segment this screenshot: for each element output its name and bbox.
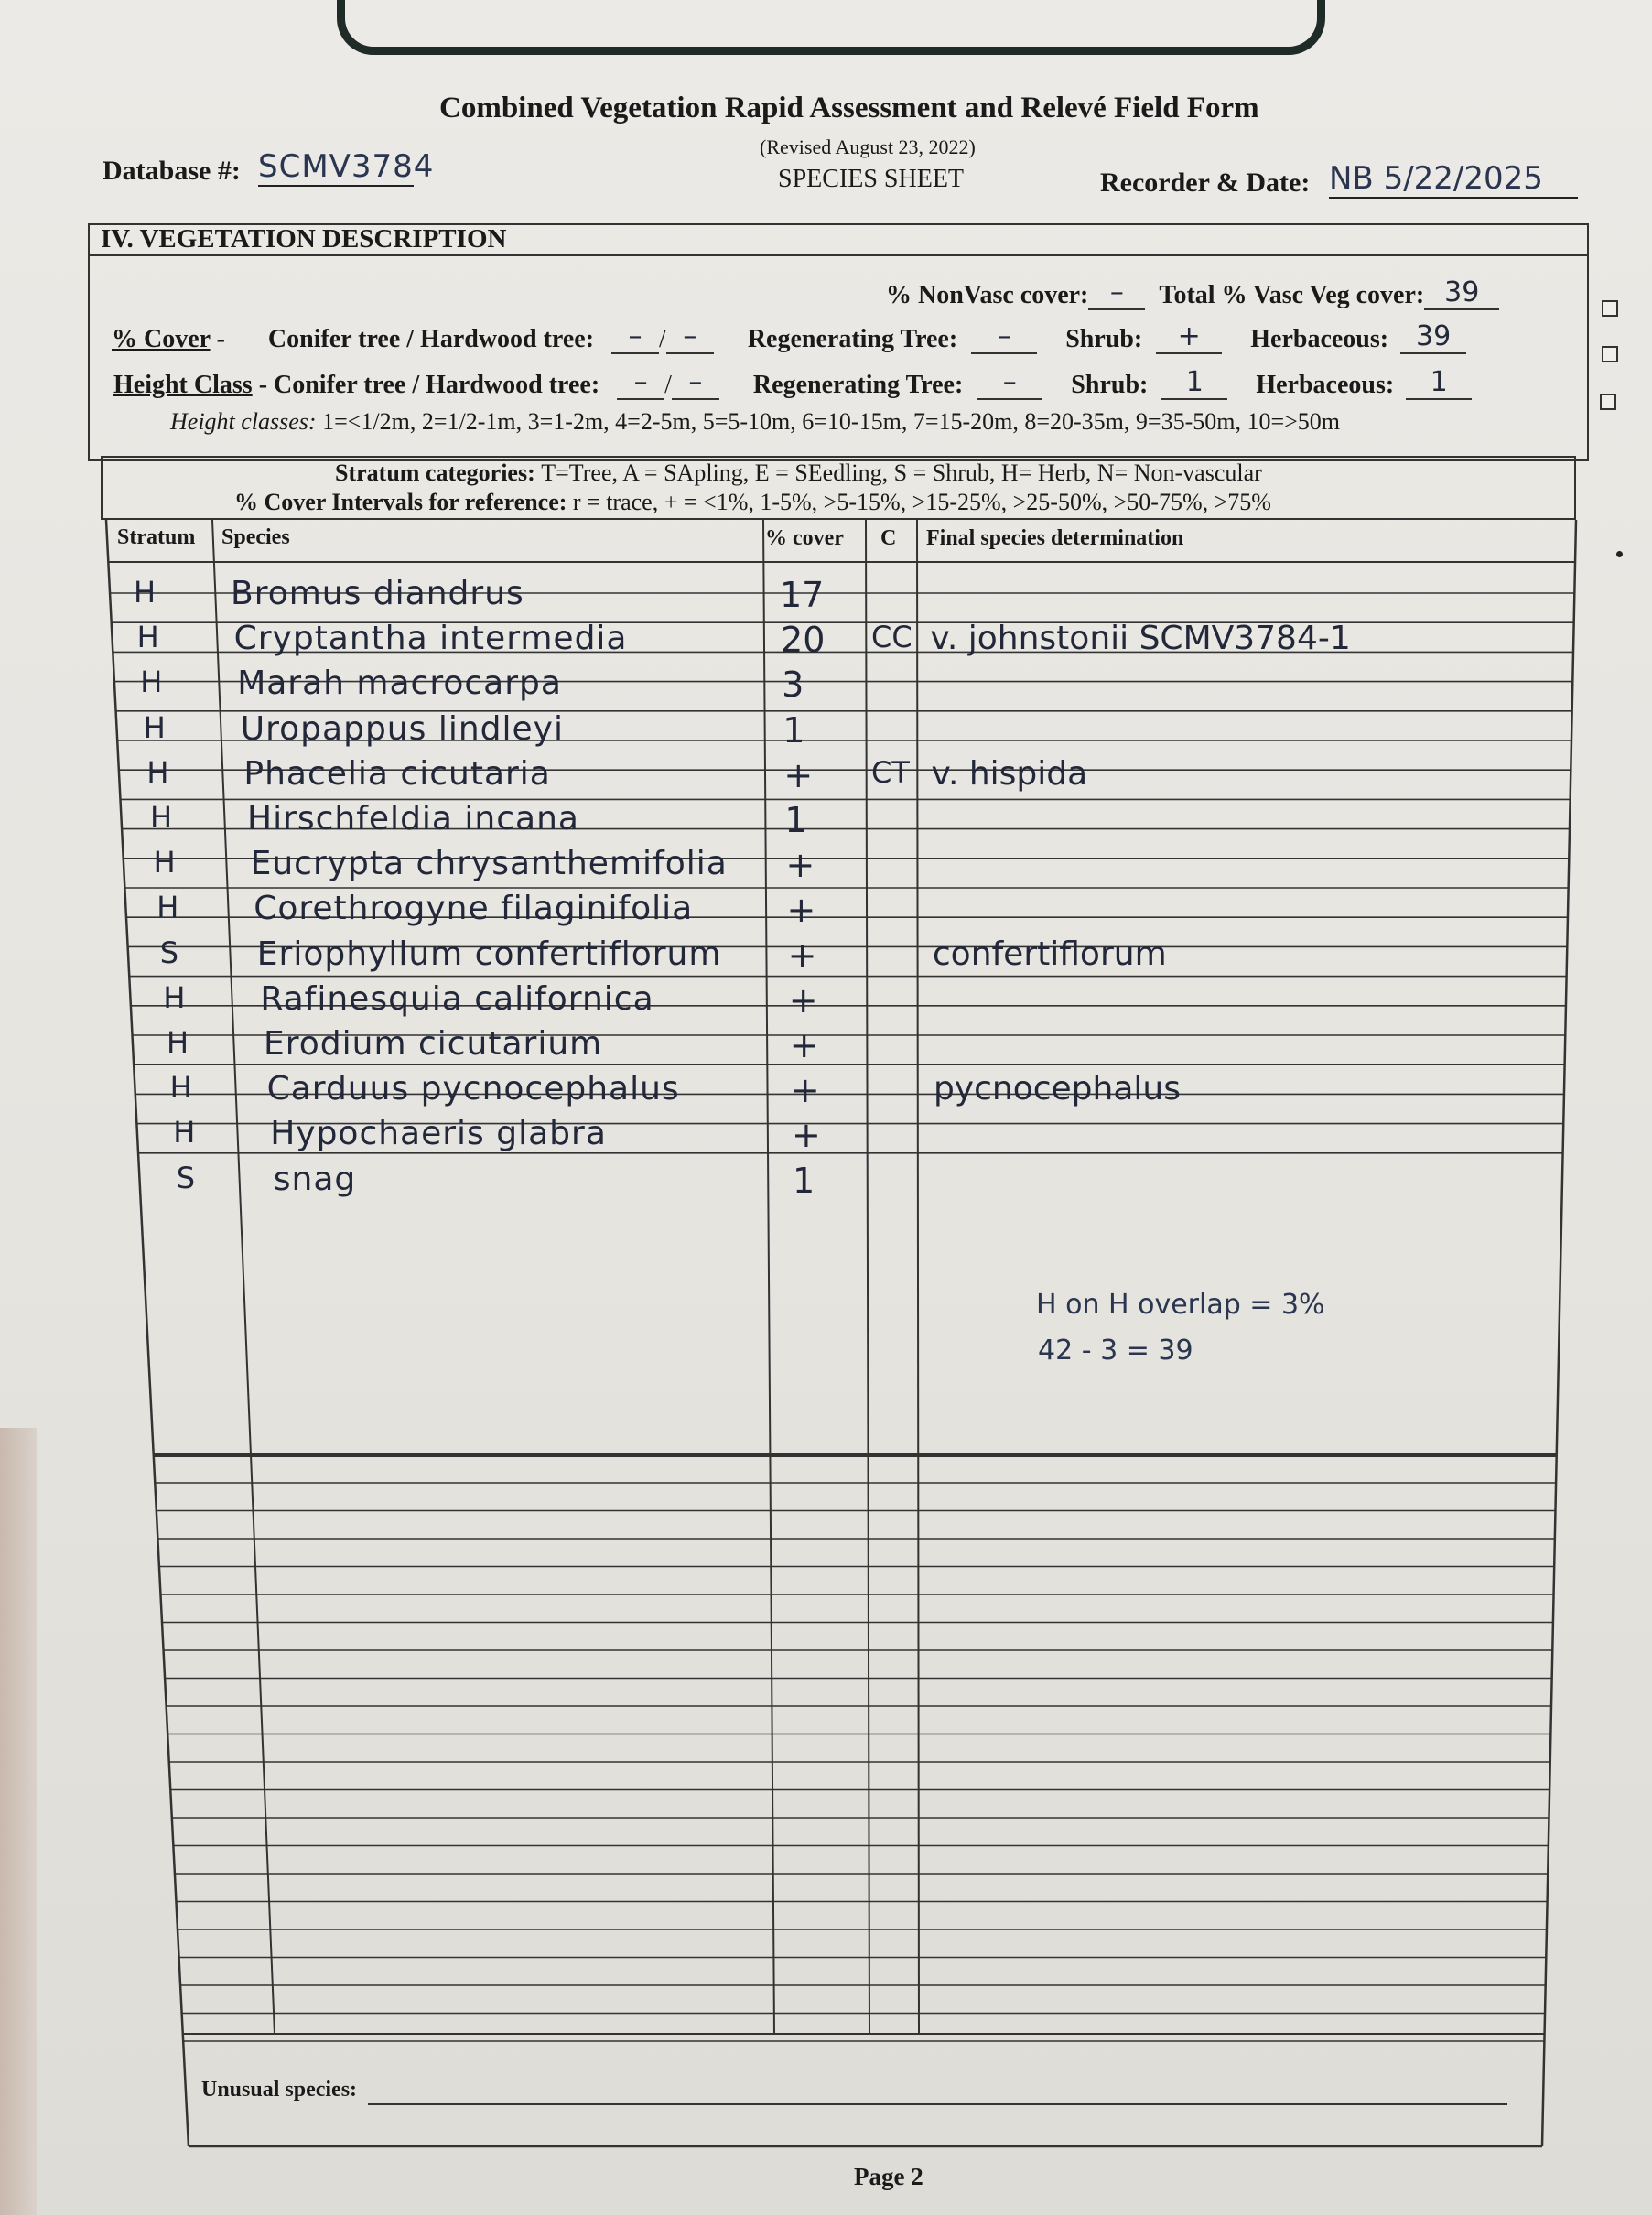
height-dash: - [252, 371, 275, 399]
cover-hardwood-field[interactable]: – [666, 320, 714, 354]
stratum-cell[interactable]: H [146, 754, 169, 790]
stratum-cell[interactable]: H [167, 1025, 189, 1060]
cover-intervals-text: r = trace, + = <1%, 1-5%, >5-15%, >15-25%, >25-50%, >50-75%, >75% [572, 489, 1271, 515]
species-cell[interactable]: Erodium cicutarium [264, 1025, 603, 1063]
cover-cell[interactable]: + [791, 1115, 821, 1156]
table-rule [1542, 520, 1576, 2146]
cover-regen-field[interactable]: – [971, 320, 1037, 354]
cover-cell[interactable]: + [790, 1070, 820, 1111]
overlap-note: H on H overlap = 3% [1036, 1289, 1325, 1321]
cover-conifer-label: Conifer tree / Hardwood tree: [267, 325, 595, 353]
stratum-cell[interactable]: S [176, 1160, 196, 1195]
cover-cell[interactable]: 1 [783, 709, 805, 751]
stratum-cell[interactable]: H [136, 620, 159, 655]
unusual-species-field[interactable] [368, 2103, 1507, 2105]
height-herb-field[interactable]: 1 [1406, 366, 1472, 400]
height-hardwood-field[interactable]: – [672, 366, 719, 400]
cover-cell[interactable]: + [789, 1025, 819, 1065]
species-cell[interactable]: Hirschfeldia incana [247, 800, 579, 837]
confidence-cell[interactable]: CC [871, 620, 912, 655]
height-slash: / [664, 371, 672, 399]
stratum-cell[interactable]: H [134, 575, 157, 610]
cover-conifer-field[interactable]: – [611, 320, 659, 354]
recorder-label: Recorder & Date: [1100, 167, 1311, 198]
cover-cell[interactable]: + [787, 935, 817, 976]
height-classes-label: Height classes: [170, 408, 317, 435]
cover-cell[interactable]: + [783, 754, 814, 795]
height-label: Height Class [113, 371, 253, 399]
cover-cell[interactable]: + [786, 890, 816, 931]
species-cell[interactable]: snag [273, 1160, 357, 1198]
recorder-date-field[interactable]: NB 5/22/2025 [1329, 160, 1578, 199]
final-determination-cell[interactable]: confertiflorum [932, 935, 1167, 973]
cover-shrub-label: Shrub: [1065, 325, 1143, 353]
cover-cell[interactable]: 17 [780, 575, 825, 615]
table-rule [866, 520, 869, 2034]
height-shrub-field[interactable]: 1 [1161, 366, 1227, 400]
species-cell[interactable]: Hypochaeris glabra [270, 1115, 607, 1153]
nonvasc-field[interactable]: – [1088, 276, 1145, 310]
page-number: Page 2 [854, 2163, 923, 2190]
stratum-cell[interactable]: H [163, 979, 186, 1015]
header-cover: % cover [765, 526, 844, 550]
cover-cell[interactable]: 20 [781, 620, 826, 661]
cover-cell[interactable]: + [788, 979, 818, 1021]
height-conifer-field[interactable]: – [617, 366, 664, 400]
cover-regen-label: Regenerating Tree: [747, 325, 958, 353]
species-cell[interactable]: Corethrogyne filaginifolia [254, 890, 694, 928]
header-species: Species [221, 525, 290, 549]
species-cell[interactable]: Rafinesquia californica [260, 979, 654, 1018]
cover-cell[interactable]: 3 [782, 664, 804, 706]
height-shrub-label: Shrub: [1071, 371, 1149, 399]
database-label: Database #: [103, 156, 241, 186]
total-vasc-field[interactable]: 39 [1424, 276, 1499, 310]
confidence-cell[interactable]: CT [871, 754, 910, 790]
stratum-cell[interactable]: H [140, 664, 163, 700]
stratum-categories-text: T=Tree, A = SApling, E = SEedling, S = Shrub, H= Herb, N= Non-vascular [541, 459, 1262, 486]
height-herb-label: Herbaceous: [1256, 371, 1395, 399]
stratum-cell[interactable]: S [159, 935, 179, 970]
height-classes-text: 1=<1/2m, 2=1/2-1m, 3=1-2m, 4=2-5m, 5=5-10m, 6=10-15m, 7=15-20m, 8=20-35m, 9=35-50m, 10=>50m [322, 408, 1340, 435]
cover-herb-field[interactable]: 39 [1400, 320, 1466, 354]
database-field[interactable]: SCMV3784 [258, 148, 435, 185]
species-cell[interactable]: Eriophyllum confertiflorum [256, 935, 722, 973]
stratum-cell[interactable]: H [157, 890, 179, 925]
stratum-cell[interactable]: H [169, 1070, 192, 1106]
species-cell[interactable]: Eucrypta chrysanthemifolia [250, 845, 728, 883]
stratum-cell[interactable]: H [153, 845, 176, 881]
species-cell[interactable]: Bromus diandrus [231, 575, 524, 612]
header-stratum: Stratum [117, 525, 196, 549]
unusual-species-label: Unusual species: [201, 2078, 358, 2102]
stratum-cell[interactable]: H [173, 1115, 196, 1151]
revision-date: (Revised August 23, 2022) [760, 135, 976, 158]
final-determination-cell[interactable]: v. hispida [931, 754, 1088, 793]
table-rule [763, 520, 774, 2034]
stratum-categories-label: Stratum categories: [335, 459, 535, 486]
species-cell[interactable]: Carduus pycnocephalus [266, 1070, 680, 1108]
height-conifer-label: Conifer tree / Hardwood tree: [274, 371, 600, 399]
cover-cell[interactable]: 1 [793, 1160, 815, 1201]
cover-label: % Cover [112, 325, 211, 353]
species-cell[interactable]: Phacelia cicutaria [243, 754, 551, 793]
cover-intervals-label: % Cover Intervals for reference: [234, 489, 567, 515]
section-title: IV. VEGETATION DESCRIPTION [88, 223, 1589, 256]
species-cell[interactable]: Cryptantha intermedia [233, 620, 628, 658]
nonvasc-label: % NonVasc cover: [886, 281, 1089, 309]
header-final: Final species determination [926, 526, 1184, 550]
final-determination-cell[interactable]: v. johnstonii SCMV3784-1 [930, 620, 1351, 658]
form-title: Combined Vegetation Rapid Assessment and Relevé Field Form [439, 92, 1259, 124]
final-determination-cell[interactable]: pycnocephalus [933, 1070, 1181, 1108]
stratum-cell[interactable]: H [143, 709, 166, 745]
cover-shrub-field[interactable]: + [1156, 320, 1222, 354]
table-rule [917, 520, 919, 2034]
cover-cell[interactable]: + [785, 845, 815, 886]
calculation-note: 42 - 3 = 39 [1038, 1334, 1193, 1367]
height-regen-label: Regenerating Tree: [752, 371, 964, 399]
species-cell[interactable]: Marah macrocarpa [237, 664, 562, 703]
sheet-name: SPECIES SHEET [778, 165, 965, 193]
header-c: C [880, 526, 897, 550]
species-cell[interactable]: Uropappus lindleyi [240, 709, 564, 748]
height-regen-field[interactable]: – [977, 366, 1042, 400]
stratum-cell[interactable]: H [150, 800, 173, 835]
cover-slash: / [659, 325, 666, 353]
cover-herb-label: Herbaceous: [1250, 325, 1389, 353]
cover-dash: - [210, 325, 232, 353]
cover-cell[interactable]: 1 [784, 800, 807, 840]
total-vasc-label: Total % Vasc Veg cover: [1159, 281, 1425, 309]
